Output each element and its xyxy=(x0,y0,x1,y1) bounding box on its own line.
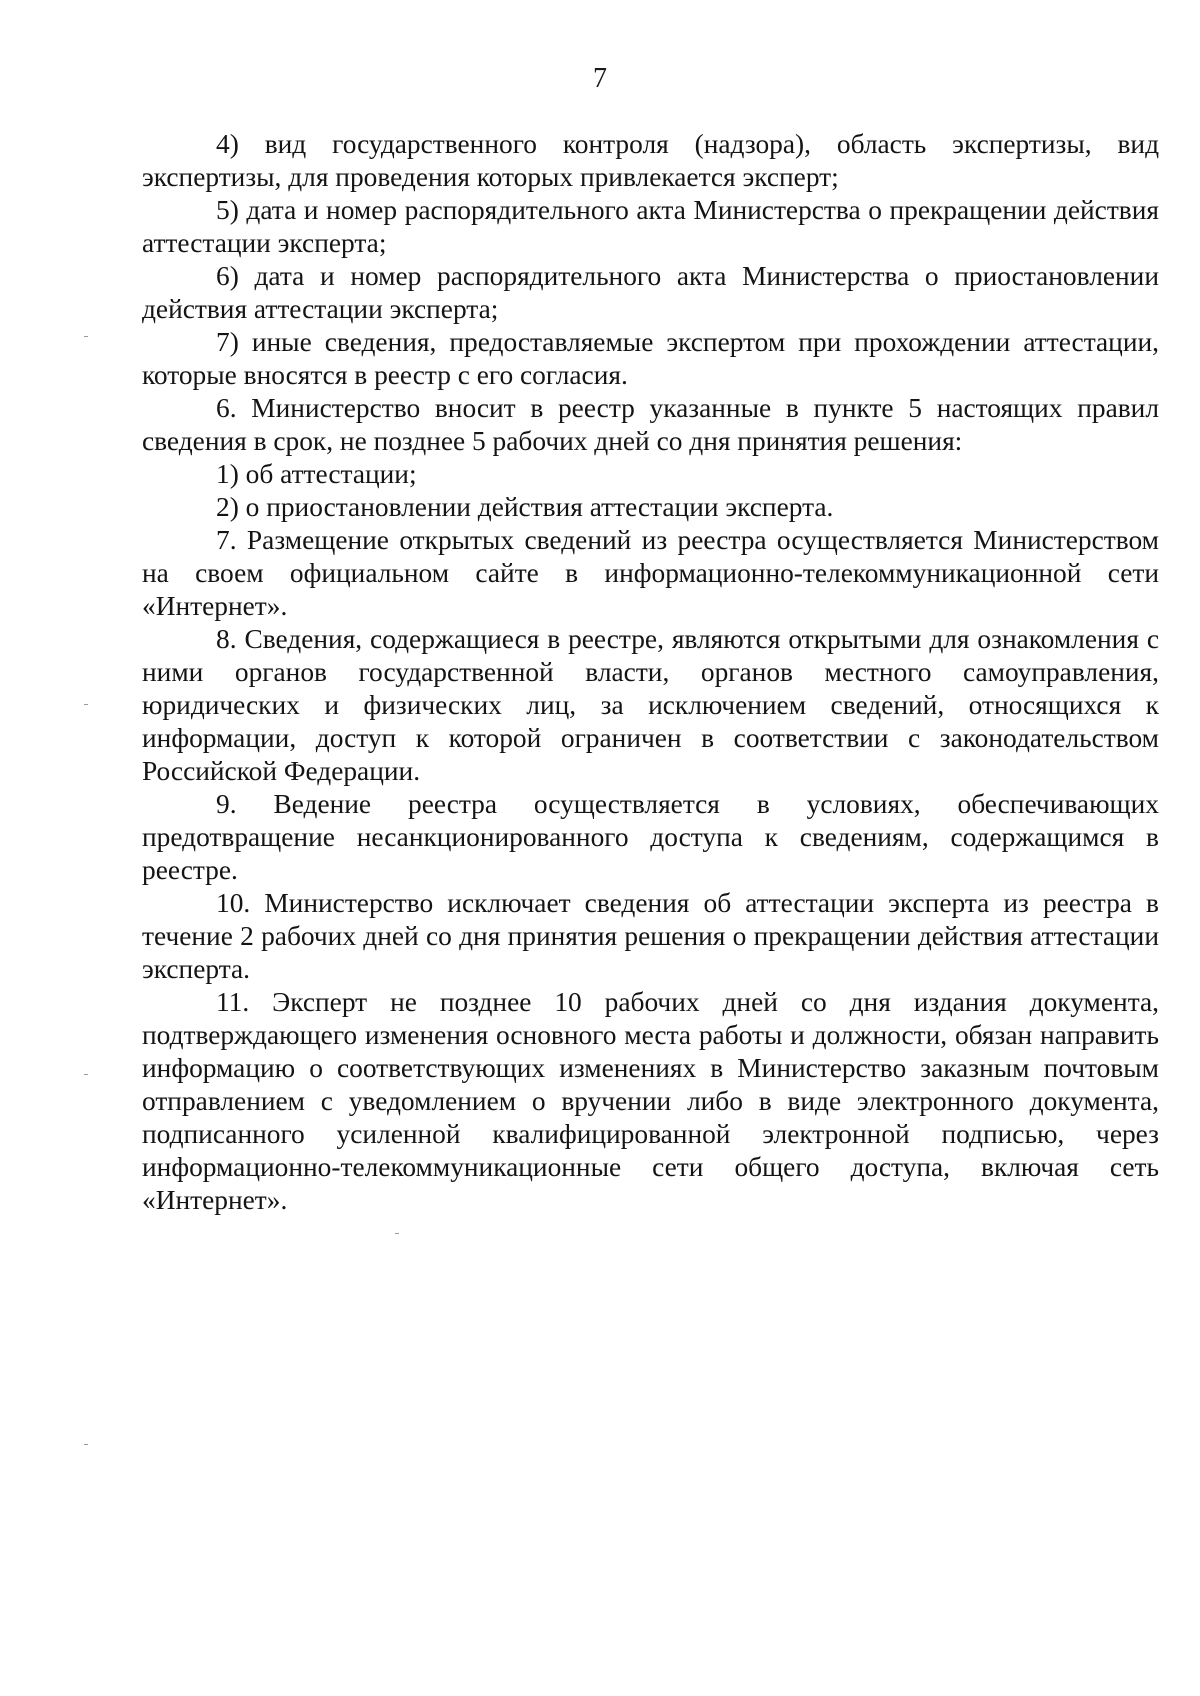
list-item-6: 6) дата и номер распорядительного акта Министерства о приостановлении действия аттестации эксперта; xyxy=(142,261,1159,324)
scan-artifact xyxy=(395,1233,399,1234)
list-item-7: 7) иные сведения, предоставляемые экспертом при прохождении аттестации, которые вносятся в реестр с его согласия. xyxy=(142,327,1159,390)
clause-11: 11. Эксперт не позднее 10 рабочих дней со дня издания документа, подтверждающего изменения основного места работы и должности, обязан направить информацию о соответствующих изменениях в Министерство заказным почтовым отправлением с уведомлением о вручении либо в виде электронного документа, подписанного усиленной квалифицированной электронной подписью, через информационно-телекоммуникационные сети общего доступа, включая сеть «Интернет». xyxy=(142,987,1159,1215)
list-item-4: 4) вид государственного контроля (надзора), область экспертизы, вид экспертизы, для проведения которых привлекается эксперт; xyxy=(142,129,1159,192)
list-item-5: 5) дата и номер распорядительного акта Министерства о прекращении действия аттестации эксперта; xyxy=(142,195,1159,258)
clause-7: 7. Размещение открытых сведений из реестра осуществляется Министерством на своем официальном сайте в информационно-телекоммуникационной сети «Интернет». xyxy=(142,525,1159,621)
scan-artifact xyxy=(84,1444,88,1445)
scan-artifact xyxy=(84,704,88,705)
scan-artifact xyxy=(84,336,88,337)
clause-10: 10. Министерство исключает сведения об аттестации эксперта из реестра в течение 2 рабочих дней со дня принятия решения о прекращении действия аттестации эксперта. xyxy=(142,888,1159,984)
clause-6-subitem-2: 2) о приостановлении действия аттестации эксперта. xyxy=(216,492,834,522)
clause-9: 9. Ведение реестра осуществляется в условиях, обеспечивающих предотвращение несанкционированного доступа к сведениям, содержащимся в реестре. xyxy=(142,789,1159,885)
scan-artifact xyxy=(84,1074,88,1075)
clause-6: 6. Министерство вносит в реестр указанные в пункте 5 настоящих правил сведения в срок, не позднее 5 рабочих дней со дня принятия решения: xyxy=(142,393,1159,456)
page-number: 7 xyxy=(593,63,607,94)
clause-6-subitem-1: 1) об аттестации; xyxy=(216,459,417,489)
document-body xyxy=(142,128,1159,1217)
clause-8: 8. Сведения, содержащиеся в реестре, являются открытыми для ознакомления с ними органов государственной власти, органов местного самоуправления, юридических и физических лиц, за исключением сведений, относящихся к информации, доступ к которой ограничен в соответствии с законодательством Российской Федерации. xyxy=(142,624,1159,786)
